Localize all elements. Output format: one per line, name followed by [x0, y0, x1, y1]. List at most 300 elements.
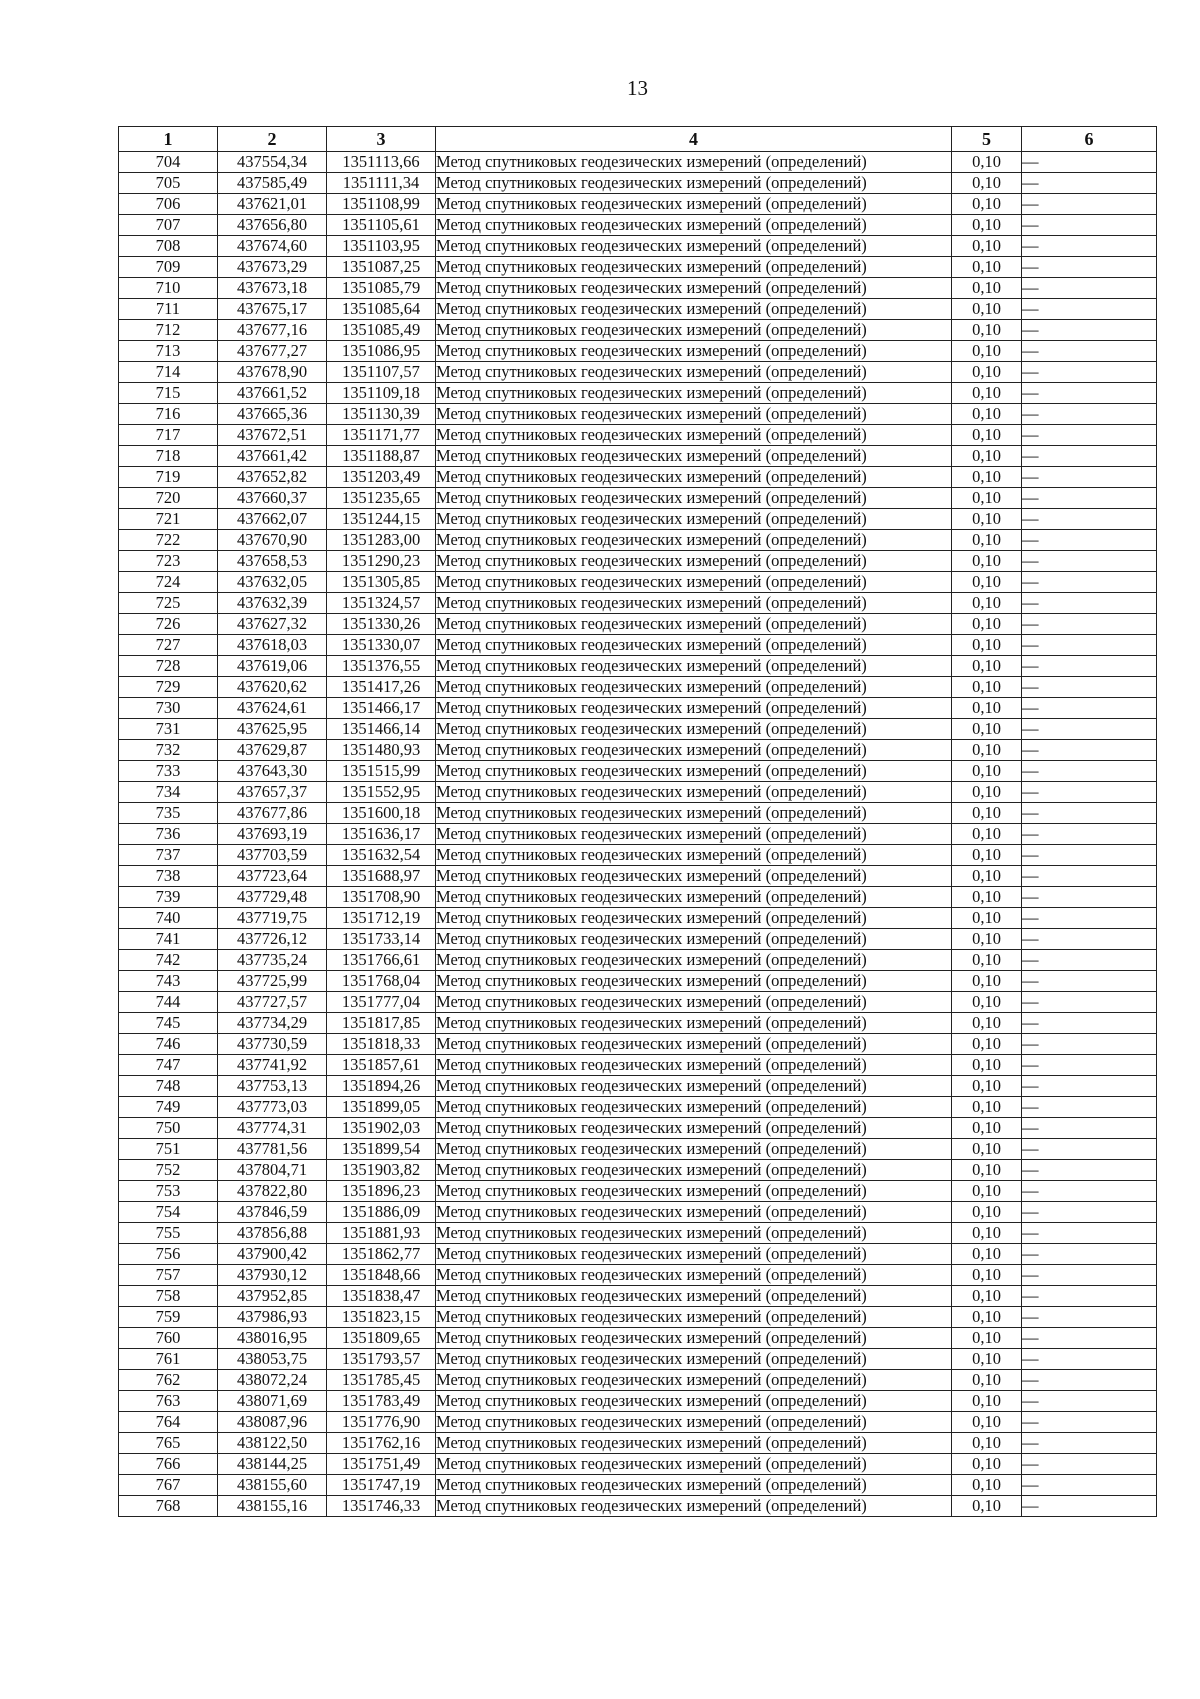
x-coordinate-cell: 437621,01 — [218, 194, 327, 215]
x-coordinate-cell: 437620,62 — [218, 677, 327, 698]
y-coordinate-cell: 1351203,49 — [327, 467, 436, 488]
x-coordinate-cell: 437822,80 — [218, 1181, 327, 1202]
y-coordinate-cell: 1351130,39 — [327, 404, 436, 425]
y-coordinate-cell: 1351244,15 — [327, 509, 436, 530]
y-coordinate-cell: 1351113,66 — [327, 152, 436, 173]
method-cell: Метод спутниковых геодезических измерений (определений) — [436, 1202, 952, 1223]
x-coordinate-cell: 437629,87 — [218, 740, 327, 761]
y-coordinate-cell: 1351817,85 — [327, 1013, 436, 1034]
method-cell: Метод спутниковых геодезических измерений (определений) — [436, 761, 952, 782]
point-number-cell: 709 — [119, 257, 218, 278]
accuracy-cell: 0,10 — [952, 1013, 1022, 1034]
x-coordinate-cell: 437693,19 — [218, 824, 327, 845]
y-coordinate-cell: 1351466,14 — [327, 719, 436, 740]
point-number-cell: 705 — [119, 173, 218, 194]
method-cell: Метод спутниковых геодезических измерений (определений) — [436, 1160, 952, 1181]
accuracy-cell: 0,10 — [952, 299, 1022, 320]
method-cell: Метод спутниковых геодезических измерений (определений) — [436, 614, 952, 635]
y-coordinate-cell: 1351688,97 — [327, 866, 436, 887]
method-cell: Метод спутниковых геодезических измерений (определений) — [436, 509, 952, 530]
accuracy-cell: 0,10 — [952, 1097, 1022, 1118]
point-number-cell: 744 — [119, 992, 218, 1013]
y-coordinate-cell: 1351109,18 — [327, 383, 436, 404]
method-cell: Метод спутниковых геодезических измерений (определений) — [436, 887, 952, 908]
accuracy-cell: 0,10 — [952, 446, 1022, 467]
y-coordinate-cell: 1351762,16 — [327, 1433, 436, 1454]
accuracy-cell: 0,10 — [952, 1496, 1022, 1517]
method-cell: Метод спутниковых геодезических измерений (определений) — [436, 1055, 952, 1076]
method-cell: Метод спутниковых геодезических измерений (определений) — [436, 992, 952, 1013]
table-row — [119, 866, 1157, 887]
table-row — [119, 1055, 1157, 1076]
note-cell: — — [1022, 320, 1157, 341]
y-coordinate-cell: 1351785,45 — [327, 1370, 436, 1391]
point-number-cell: 729 — [119, 677, 218, 698]
table-row — [119, 446, 1157, 467]
note-cell: — — [1022, 992, 1157, 1013]
y-coordinate-cell: 1351085,79 — [327, 278, 436, 299]
x-coordinate-cell: 437662,07 — [218, 509, 327, 530]
method-cell: Метод спутниковых геодезических измерений (определений) — [436, 1433, 952, 1454]
point-number-cell: 758 — [119, 1286, 218, 1307]
point-number-cell: 764 — [119, 1412, 218, 1433]
point-number-cell: 750 — [119, 1118, 218, 1139]
table-row — [119, 782, 1157, 803]
x-coordinate-cell: 437727,57 — [218, 992, 327, 1013]
point-number-cell: 736 — [119, 824, 218, 845]
point-number-cell: 717 — [119, 425, 218, 446]
table-row — [119, 383, 1157, 404]
accuracy-cell: 0,10 — [952, 1223, 1022, 1244]
point-number-cell: 766 — [119, 1454, 218, 1475]
note-cell: — — [1022, 1412, 1157, 1433]
x-coordinate-cell: 438071,69 — [218, 1391, 327, 1412]
note-cell: — — [1022, 152, 1157, 173]
y-coordinate-cell: 1351235,65 — [327, 488, 436, 509]
x-coordinate-cell: 437618,03 — [218, 635, 327, 656]
method-cell: Метод спутниковых геодезических измерений (определений) — [436, 719, 952, 740]
point-number-cell: 718 — [119, 446, 218, 467]
accuracy-cell: 0,10 — [952, 740, 1022, 761]
accuracy-cell: 0,10 — [952, 1244, 1022, 1265]
note-cell: — — [1022, 845, 1157, 866]
table-row — [119, 1475, 1157, 1496]
point-number-cell: 743 — [119, 971, 218, 992]
x-coordinate-cell: 437658,53 — [218, 551, 327, 572]
accuracy-cell: 0,10 — [952, 236, 1022, 257]
y-coordinate-cell: 1351552,95 — [327, 782, 436, 803]
column-header: 2 — [218, 127, 327, 152]
note-cell: — — [1022, 278, 1157, 299]
note-cell: — — [1022, 1391, 1157, 1412]
y-coordinate-cell: 1351848,66 — [327, 1265, 436, 1286]
accuracy-cell: 0,10 — [952, 572, 1022, 593]
note-cell: — — [1022, 1160, 1157, 1181]
note-cell: — — [1022, 551, 1157, 572]
point-number-cell: 747 — [119, 1055, 218, 1076]
method-cell: Метод спутниковых геодезических измерений (определений) — [436, 1118, 952, 1139]
table-row — [119, 1076, 1157, 1097]
method-cell: Метод спутниковых геодезических измерений (определений) — [436, 740, 952, 761]
x-coordinate-cell: 437632,05 — [218, 572, 327, 593]
method-cell: Метод спутниковых геодезических измерений (определений) — [436, 656, 952, 677]
accuracy-cell: 0,10 — [952, 929, 1022, 950]
point-number-cell: 768 — [119, 1496, 218, 1517]
accuracy-cell: 0,10 — [952, 173, 1022, 194]
note-cell: — — [1022, 1433, 1157, 1454]
method-cell: Метод спутниковых геодезических измерений (определений) — [436, 1412, 952, 1433]
point-number-cell: 748 — [119, 1076, 218, 1097]
point-number-cell: 712 — [119, 320, 218, 341]
note-cell: — — [1022, 1370, 1157, 1391]
method-cell: Метод спутниковых геодезических измерений (определений) — [436, 572, 952, 593]
y-coordinate-cell: 1351857,61 — [327, 1055, 436, 1076]
y-coordinate-cell: 1351838,47 — [327, 1286, 436, 1307]
x-coordinate-cell: 437678,90 — [218, 362, 327, 383]
point-number-cell: 754 — [119, 1202, 218, 1223]
x-coordinate-cell: 437670,90 — [218, 530, 327, 551]
point-number-cell: 739 — [119, 887, 218, 908]
note-cell: — — [1022, 782, 1157, 803]
method-cell: Метод спутниковых геодезических измерений (определений) — [436, 236, 952, 257]
point-number-cell: 741 — [119, 929, 218, 950]
x-coordinate-cell: 438087,96 — [218, 1412, 327, 1433]
point-number-cell: 742 — [119, 950, 218, 971]
y-coordinate-cell: 1351636,17 — [327, 824, 436, 845]
method-cell: Метод спутниковых геодезических измерений (определений) — [436, 1034, 952, 1055]
y-coordinate-cell: 1351902,03 — [327, 1118, 436, 1139]
table-row — [119, 740, 1157, 761]
method-cell: Метод спутниковых геодезических измерений (определений) — [436, 341, 952, 362]
accuracy-cell: 0,10 — [952, 656, 1022, 677]
accuracy-cell: 0,10 — [952, 404, 1022, 425]
method-cell: Метод спутниковых геодезических измерений (определений) — [436, 1181, 952, 1202]
method-cell: Метод спутниковых геодезических измерений (определений) — [436, 698, 952, 719]
method-cell: Метод спутниковых геодезических измерений (определений) — [436, 1013, 952, 1034]
method-cell: Метод спутниковых геодезических измерений (определений) — [436, 866, 952, 887]
accuracy-cell: 0,10 — [952, 215, 1022, 236]
table-row — [119, 1454, 1157, 1475]
method-cell: Метод спутниковых геодезических измерений (определений) — [436, 278, 952, 299]
x-coordinate-cell: 437674,60 — [218, 236, 327, 257]
x-coordinate-cell: 437734,29 — [218, 1013, 327, 1034]
accuracy-cell: 0,10 — [952, 1139, 1022, 1160]
table-row — [119, 635, 1157, 656]
y-coordinate-cell: 1351466,17 — [327, 698, 436, 719]
note-cell: — — [1022, 1118, 1157, 1139]
note-cell: — — [1022, 614, 1157, 635]
note-cell: — — [1022, 593, 1157, 614]
method-cell: Метод спутниковых геодезических измерений (определений) — [436, 1286, 952, 1307]
x-coordinate-cell: 437672,51 — [218, 425, 327, 446]
y-coordinate-cell: 1351108,99 — [327, 194, 436, 215]
accuracy-cell: 0,10 — [952, 509, 1022, 530]
table-row — [119, 488, 1157, 509]
y-coordinate-cell: 1351733,14 — [327, 929, 436, 950]
y-coordinate-cell: 1351111,34 — [327, 173, 436, 194]
point-number-cell: 727 — [119, 635, 218, 656]
accuracy-cell: 0,10 — [952, 1202, 1022, 1223]
x-coordinate-cell: 437624,61 — [218, 698, 327, 719]
y-coordinate-cell: 1351480,93 — [327, 740, 436, 761]
y-coordinate-cell: 1351103,95 — [327, 236, 436, 257]
method-cell: Метод спутниковых геодезических измерений (определений) — [436, 1496, 952, 1517]
note-cell: — — [1022, 1076, 1157, 1097]
table-row — [119, 551, 1157, 572]
method-cell: Метод спутниковых геодезических измерений (определений) — [436, 1076, 952, 1097]
y-coordinate-cell: 1351324,57 — [327, 593, 436, 614]
x-coordinate-cell: 437677,86 — [218, 803, 327, 824]
accuracy-cell: 0,10 — [952, 1118, 1022, 1139]
table-row — [119, 1223, 1157, 1244]
method-cell: Метод спутниковых геодезических измерений (определений) — [436, 1454, 952, 1475]
x-coordinate-cell: 437900,42 — [218, 1244, 327, 1265]
page-number: 13 — [627, 76, 648, 100]
note-cell: — — [1022, 1349, 1157, 1370]
table-row — [119, 509, 1157, 530]
point-number-cell: 763 — [119, 1391, 218, 1412]
table-row — [119, 698, 1157, 719]
table-row — [119, 656, 1157, 677]
accuracy-cell: 0,10 — [952, 824, 1022, 845]
point-number-cell: 756 — [119, 1244, 218, 1265]
method-cell: Метод спутниковых геодезических измерений (определений) — [436, 908, 952, 929]
accuracy-cell: 0,10 — [952, 467, 1022, 488]
accuracy-cell: 0,10 — [952, 782, 1022, 803]
point-number-cell: 716 — [119, 404, 218, 425]
point-number-cell: 708 — [119, 236, 218, 257]
accuracy-cell: 0,10 — [952, 635, 1022, 656]
accuracy-cell: 0,10 — [952, 341, 1022, 362]
point-number-cell: 725 — [119, 593, 218, 614]
x-coordinate-cell: 438144,25 — [218, 1454, 327, 1475]
note-cell: — — [1022, 362, 1157, 383]
accuracy-cell: 0,10 — [952, 1055, 1022, 1076]
method-cell: Метод спутниковых геодезических измерений (определений) — [436, 1328, 952, 1349]
accuracy-cell: 0,10 — [952, 1265, 1022, 1286]
table-row — [119, 1433, 1157, 1454]
y-coordinate-cell: 1351085,49 — [327, 320, 436, 341]
note-cell: — — [1022, 1244, 1157, 1265]
table-row — [119, 803, 1157, 824]
method-cell: Метод спутниковых геодезических измерений (определений) — [436, 677, 952, 698]
y-coordinate-cell: 1351776,90 — [327, 1412, 436, 1433]
column-header: 5 — [952, 127, 1022, 152]
note-cell: — — [1022, 1307, 1157, 1328]
note-cell: — — [1022, 1034, 1157, 1055]
table-row — [119, 257, 1157, 278]
x-coordinate-cell: 437930,12 — [218, 1265, 327, 1286]
y-coordinate-cell: 1351515,99 — [327, 761, 436, 782]
table-row — [119, 341, 1157, 362]
accuracy-cell: 0,10 — [952, 719, 1022, 740]
y-coordinate-cell: 1351751,49 — [327, 1454, 436, 1475]
point-number-cell: 721 — [119, 509, 218, 530]
table-row — [119, 404, 1157, 425]
x-coordinate-cell: 438155,16 — [218, 1496, 327, 1517]
note-cell: — — [1022, 1055, 1157, 1076]
point-number-cell: 759 — [119, 1307, 218, 1328]
method-cell: Метод спутниковых геодезических измерений (определений) — [436, 257, 952, 278]
accuracy-cell: 0,10 — [952, 950, 1022, 971]
table-row — [119, 1349, 1157, 1370]
table-row — [119, 1139, 1157, 1160]
note-cell: — — [1022, 824, 1157, 845]
x-coordinate-cell: 437660,37 — [218, 488, 327, 509]
y-coordinate-cell: 1351894,26 — [327, 1076, 436, 1097]
x-coordinate-cell: 437804,71 — [218, 1160, 327, 1181]
x-coordinate-cell: 437665,36 — [218, 404, 327, 425]
method-cell: Метод спутниковых геодезических измерений (определений) — [436, 929, 952, 950]
point-number-cell: 719 — [119, 467, 218, 488]
accuracy-cell: 0,10 — [952, 488, 1022, 509]
point-number-cell: 730 — [119, 698, 218, 719]
table-row — [119, 719, 1157, 740]
note-cell: — — [1022, 1202, 1157, 1223]
note-cell: — — [1022, 677, 1157, 698]
table-row — [119, 887, 1157, 908]
x-coordinate-cell: 437729,48 — [218, 887, 327, 908]
table-row — [119, 1244, 1157, 1265]
x-coordinate-cell: 437723,64 — [218, 866, 327, 887]
y-coordinate-cell: 1351899,05 — [327, 1097, 436, 1118]
table-row — [119, 1496, 1157, 1517]
x-coordinate-cell: 437632,39 — [218, 593, 327, 614]
method-cell: Метод спутниковых геодезических измерений (определений) — [436, 1475, 952, 1496]
point-number-cell: 715 — [119, 383, 218, 404]
table-body — [119, 152, 1157, 1517]
x-coordinate-cell: 438053,75 — [218, 1349, 327, 1370]
method-cell: Метод спутниковых геодезических измерений (определений) — [436, 551, 952, 572]
x-coordinate-cell: 437677,27 — [218, 341, 327, 362]
y-coordinate-cell: 1351899,54 — [327, 1139, 436, 1160]
point-number-cell: 767 — [119, 1475, 218, 1496]
table-row — [119, 425, 1157, 446]
table-row — [119, 992, 1157, 1013]
accuracy-cell: 0,10 — [952, 992, 1022, 1013]
accuracy-cell: 0,10 — [952, 593, 1022, 614]
y-coordinate-cell: 1351823,15 — [327, 1307, 436, 1328]
method-cell: Метод спутниковых геодезических измерений (определений) — [436, 803, 952, 824]
accuracy-cell: 0,10 — [952, 614, 1022, 635]
y-coordinate-cell: 1351896,23 — [327, 1181, 436, 1202]
point-number-cell: 711 — [119, 299, 218, 320]
column-header: 4 — [436, 127, 952, 152]
note-cell: — — [1022, 803, 1157, 824]
note-cell: — — [1022, 635, 1157, 656]
note-cell: — — [1022, 887, 1157, 908]
note-cell: — — [1022, 467, 1157, 488]
table-row — [119, 1412, 1157, 1433]
method-cell: Метод спутниковых геодезических измерений (определений) — [436, 1349, 952, 1370]
y-coordinate-cell: 1351809,65 — [327, 1328, 436, 1349]
table-row — [119, 1013, 1157, 1034]
method-cell: Метод спутниковых геодезических измерений (определений) — [436, 320, 952, 341]
accuracy-cell: 0,10 — [952, 677, 1022, 698]
y-coordinate-cell: 1351881,93 — [327, 1223, 436, 1244]
method-cell: Метод спутниковых геодезических измерений (определений) — [436, 635, 952, 656]
y-coordinate-cell: 1351085,64 — [327, 299, 436, 320]
column-header: 1 — [119, 127, 218, 152]
x-coordinate-cell: 437703,59 — [218, 845, 327, 866]
accuracy-cell: 0,10 — [952, 1349, 1022, 1370]
accuracy-cell: 0,10 — [952, 866, 1022, 887]
y-coordinate-cell: 1351903,82 — [327, 1160, 436, 1181]
note-cell: — — [1022, 173, 1157, 194]
method-cell: Метод спутниковых геодезических измерений (определений) — [436, 845, 952, 866]
note-cell: — — [1022, 1286, 1157, 1307]
x-coordinate-cell: 437652,82 — [218, 467, 327, 488]
point-number-cell: 723 — [119, 551, 218, 572]
y-coordinate-cell: 1351305,85 — [327, 572, 436, 593]
x-coordinate-cell: 437719,75 — [218, 908, 327, 929]
x-coordinate-cell: 438072,24 — [218, 1370, 327, 1391]
table-row — [119, 1034, 1157, 1055]
point-number-cell: 706 — [119, 194, 218, 215]
method-cell: Метод спутниковых геодезических измерений (определений) — [436, 1097, 952, 1118]
table-row — [119, 194, 1157, 215]
method-cell: Метод спутниковых геодезических измерений (определений) — [436, 173, 952, 194]
point-number-cell: 749 — [119, 1097, 218, 1118]
method-cell: Метод спутниковых геодезических измерений (определений) — [436, 824, 952, 845]
accuracy-cell: 0,10 — [952, 761, 1022, 782]
method-cell: Метод спутниковых геодезических измерений (определений) — [436, 1265, 952, 1286]
table-row — [119, 824, 1157, 845]
y-coordinate-cell: 1351376,55 — [327, 656, 436, 677]
table-row — [119, 299, 1157, 320]
table-row — [119, 1160, 1157, 1181]
table-row — [119, 845, 1157, 866]
point-number-cell: 728 — [119, 656, 218, 677]
note-cell: — — [1022, 929, 1157, 950]
x-coordinate-cell: 437585,49 — [218, 173, 327, 194]
point-number-cell: 713 — [119, 341, 218, 362]
table-row — [119, 1118, 1157, 1139]
point-number-cell: 753 — [119, 1181, 218, 1202]
table-row — [119, 362, 1157, 383]
point-number-cell: 735 — [119, 803, 218, 824]
accuracy-cell: 0,10 — [952, 1034, 1022, 1055]
point-number-cell: 761 — [119, 1349, 218, 1370]
table-header-row — [119, 127, 1157, 152]
accuracy-cell: 0,10 — [952, 425, 1022, 446]
y-coordinate-cell: 1351783,49 — [327, 1391, 436, 1412]
y-coordinate-cell: 1351632,54 — [327, 845, 436, 866]
note-cell: — — [1022, 1454, 1157, 1475]
x-coordinate-cell: 437673,18 — [218, 278, 327, 299]
y-coordinate-cell: 1351862,77 — [327, 1244, 436, 1265]
y-coordinate-cell: 1351747,19 — [327, 1475, 436, 1496]
point-number-cell: 751 — [119, 1139, 218, 1160]
note-cell: — — [1022, 1181, 1157, 1202]
point-number-cell: 732 — [119, 740, 218, 761]
accuracy-cell: 0,10 — [952, 257, 1022, 278]
method-cell: Метод спутниковых геодезических измерений (определений) — [436, 152, 952, 173]
x-coordinate-cell: 437619,06 — [218, 656, 327, 677]
point-number-cell: 722 — [119, 530, 218, 551]
table-row — [119, 467, 1157, 488]
note-cell: — — [1022, 215, 1157, 236]
accuracy-cell: 0,10 — [952, 362, 1022, 383]
table-row — [119, 1265, 1157, 1286]
method-cell: Метод спутниковых геодезических измерений (определений) — [436, 1391, 952, 1412]
y-coordinate-cell: 1351712,19 — [327, 908, 436, 929]
table-row — [119, 614, 1157, 635]
method-cell: Метод спутниковых геодезических измерений (определений) — [436, 782, 952, 803]
method-cell: Метод спутниковых геодезических измерений (определений) — [436, 1139, 952, 1160]
accuracy-cell: 0,10 — [952, 194, 1022, 215]
x-coordinate-cell: 438122,50 — [218, 1433, 327, 1454]
